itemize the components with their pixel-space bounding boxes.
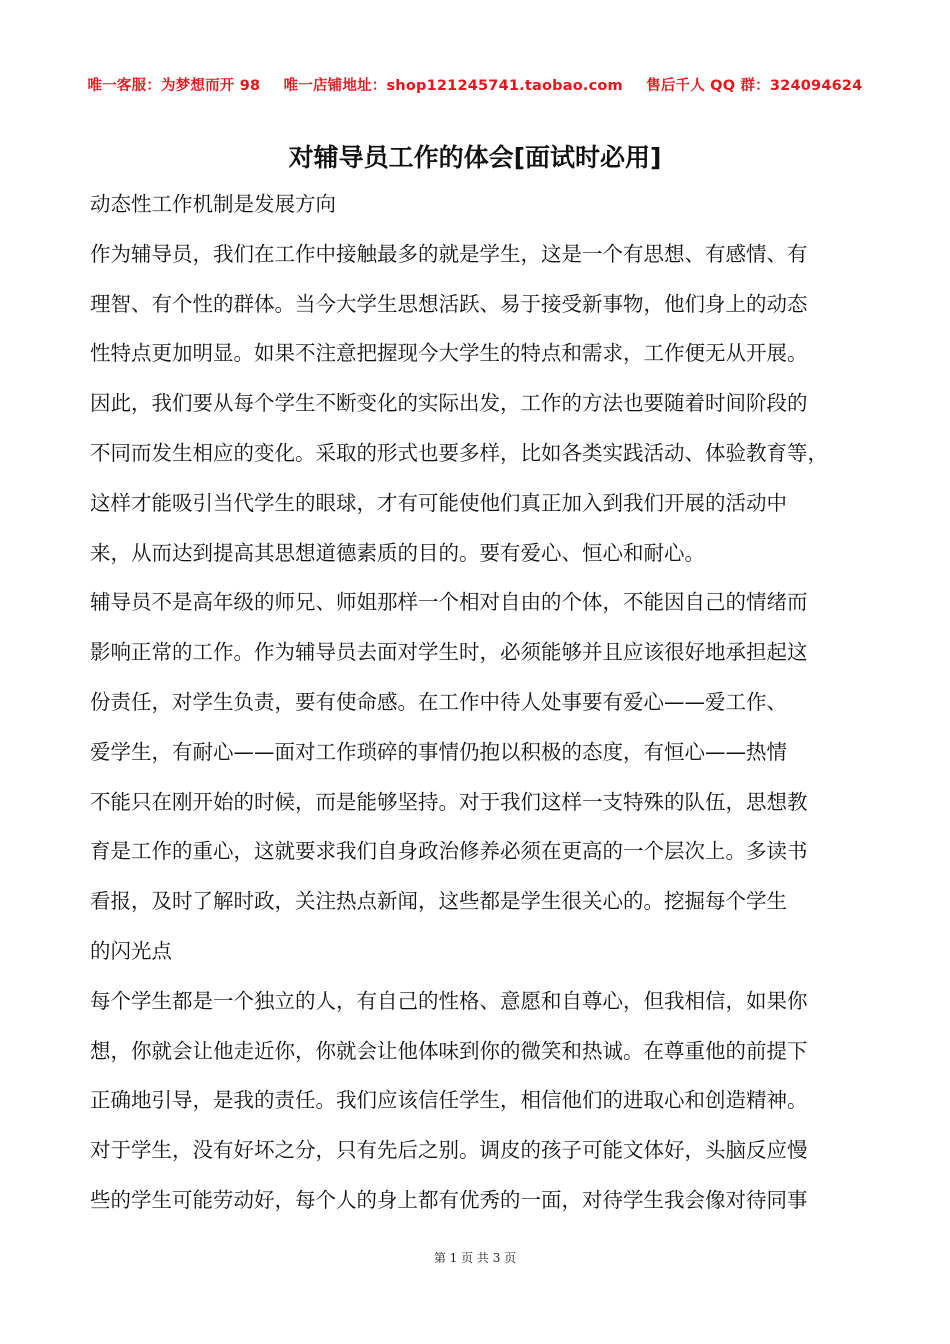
- body-line: 因此，我们要从每个学生不断变化的实际出发，工作的方法也要随着时间阶段的: [90, 391, 808, 416]
- qq-group-text: 售后千人 QQ 群：324094624: [646, 78, 863, 94]
- customer-service-text: 唯一客服：为梦想而开 98: [87, 78, 261, 94]
- document-body: [90, 180, 890, 1226]
- document-title: 对辅导员工作的体会[面试时必用]: [288, 143, 662, 172]
- body-line: 作为辅导员，我们在工作中接触最多的就是学生，这是一个有思想、有感情、有: [90, 241, 808, 266]
- body-line: 影响正常的工作。作为辅导员去面对学生时，必须能够并且应该很好地承担起这: [90, 640, 808, 665]
- body-line: 每个学生都是一个独立的人，有自己的性格、意愿和自尊心，但我相信，如果你: [90, 988, 808, 1013]
- body-line: 的闪光点: [90, 938, 172, 963]
- body-line: 想，你就会让他走近你，你就会让他体味到你的微笑和热诚。在尊重他的前提下: [90, 1038, 808, 1063]
- body-line: 育是工作的重心，这就要求我们自身政治修养必须在更高的一个层次上。多读书: [90, 839, 808, 864]
- body-line: 不能只在刚开始的时候，而是能够坚持。对于我们这样一支特殊的队伍，思想教: [90, 789, 808, 814]
- promo-header: [0, 74, 950, 95]
- body-line: 爱学生，有耐心——面对工作琐碎的事情仍抱以积极的态度，有恒心——热情: [90, 739, 787, 764]
- body-line: 看报，及时了解时政，关注热点新闻，这些都是学生很关心的。挖掘每个学生: [90, 889, 787, 914]
- page-number-footer: 第 1 页 共 3 页: [433, 1251, 517, 1265]
- body-line: 这样才能吸引当代学生的眼球，才有可能使他们真正加入到我们开展的活动中: [90, 490, 787, 515]
- body-line: 份责任，对学生负责，要有使命感。在工作中待人处事要有爱心——爱工作、: [90, 689, 787, 714]
- body-line: 性特点更加明显。如果不注意把握现今大学生的特点和需求，工作便无从开展。: [90, 341, 808, 366]
- body-line: 辅导员不是高年级的师兄、师姐那样一个相对自由的个体，不能因自己的情绪而: [90, 590, 808, 615]
- body-line: 不同而发生相应的变化。采取的形式也要多样，比如各类实践活动、体验教育等，: [90, 440, 828, 465]
- body-line: 来，从而达到提高其思想道德素质的目的。要有爱心、恒心和耐心。: [90, 540, 705, 565]
- body-line: 理智、有个性的群体。当今大学生思想活跃、易于接受新事物，他们身上的动态: [90, 291, 808, 316]
- body-line: 些的学生可能劳动好，每个人的身上都有优秀的一面，对待学生我会像对待同事: [90, 1187, 808, 1212]
- body-line: 动态性工作机制是发展方向: [90, 192, 336, 216]
- shop-address-link[interactable]: 唯一店铺地址：shop121245741.taobao.com: [283, 78, 623, 94]
- body-line: 正确地引导，是我的责任。我们应该信任学生，相信他们的进取心和创造精神。: [90, 1088, 808, 1113]
- body-line: 对于学生，没有好坏之分，只有先后之别。调皮的孩子可能文体好，头脑反应慢: [90, 1138, 808, 1163]
